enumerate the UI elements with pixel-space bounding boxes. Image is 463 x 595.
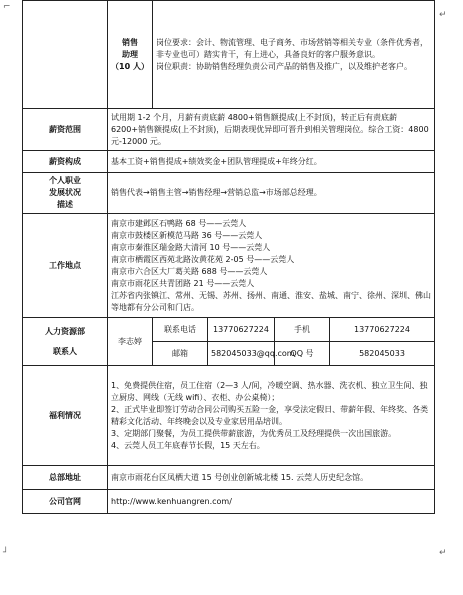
left-margin-mark-top: ⌐: [3, 2, 11, 12]
hr-label-line: 联系人: [53, 346, 77, 356]
job-requirements: 岗位要求：会计、物流管理、电子商务、市场营销等相关专业（条件优秀者，非专业也可）踏实肯干，有上进心，具备良好的客户服务意识。: [156, 37, 428, 59]
qq-label: QQ 号: [275, 342, 330, 366]
phone-value: 13770627224: [208, 318, 275, 342]
benefits-row: [23, 366, 435, 466]
job-description-cell: [153, 1, 435, 109]
sales-assistant-role: [108, 1, 153, 109]
location-item: 南京市秦淮区瑞金路大清河 10 号——云莞人: [111, 242, 271, 252]
composition-label: 薪资构成: [23, 151, 108, 173]
location-label: 工作地点: [23, 214, 108, 318]
location-item: 南京市六合区大厂葛关路 688 号——云莞人: [111, 266, 268, 276]
right-margin-mark-bottom: ↵: [439, 548, 447, 558]
salary-text: 试用期 1-2 个月，月薪有责底薪 4800+销售额提成(上不封顶)，转正后有责底薪 6200+销售额提成(上不封顶)，后期表现优异即可晋升到相关管理岗位。综合工资：4800 元-12000 元。: [108, 109, 435, 151]
benefit-item: 1、免费提供住宿，员工住宿（2—3 人/间，冷暖空调、热水器、洗衣机、独立卫生间、独立厨房、网线（无线 wifi）、衣柜、办公桌椅）；: [111, 380, 428, 402]
phone-label: 联系电话: [153, 318, 208, 342]
right-margin-mark-top: ↵: [439, 10, 447, 20]
benefits-list: [108, 366, 435, 466]
website-label: 公司官网: [23, 490, 108, 514]
benefits-label: 福利情况: [23, 366, 108, 466]
composition-text: 基本工资+销售提成+绩效奖金+团队管理提成+年终分红。: [108, 151, 435, 173]
career-label: [23, 173, 108, 214]
role-line: 助理: [122, 49, 138, 59]
location-row: [23, 214, 435, 318]
top-left-blank-cell: [23, 1, 108, 109]
mobile-value: 13770627224: [330, 318, 435, 342]
hr-label: [23, 318, 108, 366]
email-label: 邮箱: [153, 342, 208, 366]
address-label: 总部地址: [23, 466, 108, 490]
website-row: [23, 490, 435, 514]
location-item: 南京市建邺区石鸭路 68 号——云莞人: [111, 218, 247, 228]
role-line: （10 人）: [111, 61, 149, 71]
career-label-line: 个人职业: [49, 176, 81, 185]
location-list: [108, 214, 435, 318]
address-text: 南京市雨花台区凤栖大道 15 号创业创新城北楼 15. 云莞人历史纪念馆。: [108, 466, 435, 490]
hr-contact-row-1: [23, 318, 435, 342]
career-label-line: 发展状况: [49, 188, 81, 197]
location-item: 南京市鼓楼区新模范马路 36 号——云莞人: [111, 230, 263, 240]
mobile-label: 手机: [275, 318, 330, 342]
sales-assistant-row: [23, 1, 435, 109]
role-line: 销售: [122, 37, 138, 47]
location-item: 江苏省内张镇江、常州、无锡、苏州、扬州、南通、淮安、盐城、南宁、徐州、深圳、佛山等地都有分公司和门店。: [111, 290, 431, 312]
composition-row: [23, 151, 435, 173]
recruitment-info-table: [22, 0, 435, 514]
location-item: 南京市栖霞区西苑北路汝黄花苑 2-05 号——云莞人: [111, 254, 295, 264]
email-value: 582045033@qq.com: [208, 342, 275, 366]
website-cell: [108, 490, 435, 514]
benefit-item: 4、云莞人员工年底春节长假，15 天左右。: [111, 440, 265, 450]
website-link[interactable]: http://www.kenhuangren.com/: [111, 496, 232, 506]
salary-label: 薪资范围: [23, 109, 108, 151]
hr-name: 李志婷: [108, 318, 153, 366]
job-duties: 岗位职责：协助销售经理负责公司产品的销售及推广，以及维护老客户。: [156, 61, 412, 71]
salary-row: [23, 109, 435, 151]
career-label-line: 描述: [57, 200, 73, 209]
location-item: 南京市雨花区共青团路 21 号——云莞人: [111, 278, 255, 288]
address-row: [23, 466, 435, 490]
benefit-item: 2、正式毕业即签订劳动合同公司购买五险一金，享受法定假日、带薪年假、年终奖、各类精彩文化活动、年终晚会以及专业家居用品培训。: [111, 404, 429, 426]
qq-value: 582045033: [330, 342, 435, 366]
left-margin-mark-bottom: ┘: [3, 548, 9, 558]
career-text: 销售代表→销售主管→销售经理→营销总监→市场部总经理。: [108, 173, 435, 214]
career-row: [23, 173, 435, 214]
benefit-item: 3、定期部门聚餐，为员工提供带薪旅游，为优秀员工及经理提供一次出国旅游。: [111, 428, 397, 438]
hr-label-line: 人力资源部: [45, 326, 85, 336]
